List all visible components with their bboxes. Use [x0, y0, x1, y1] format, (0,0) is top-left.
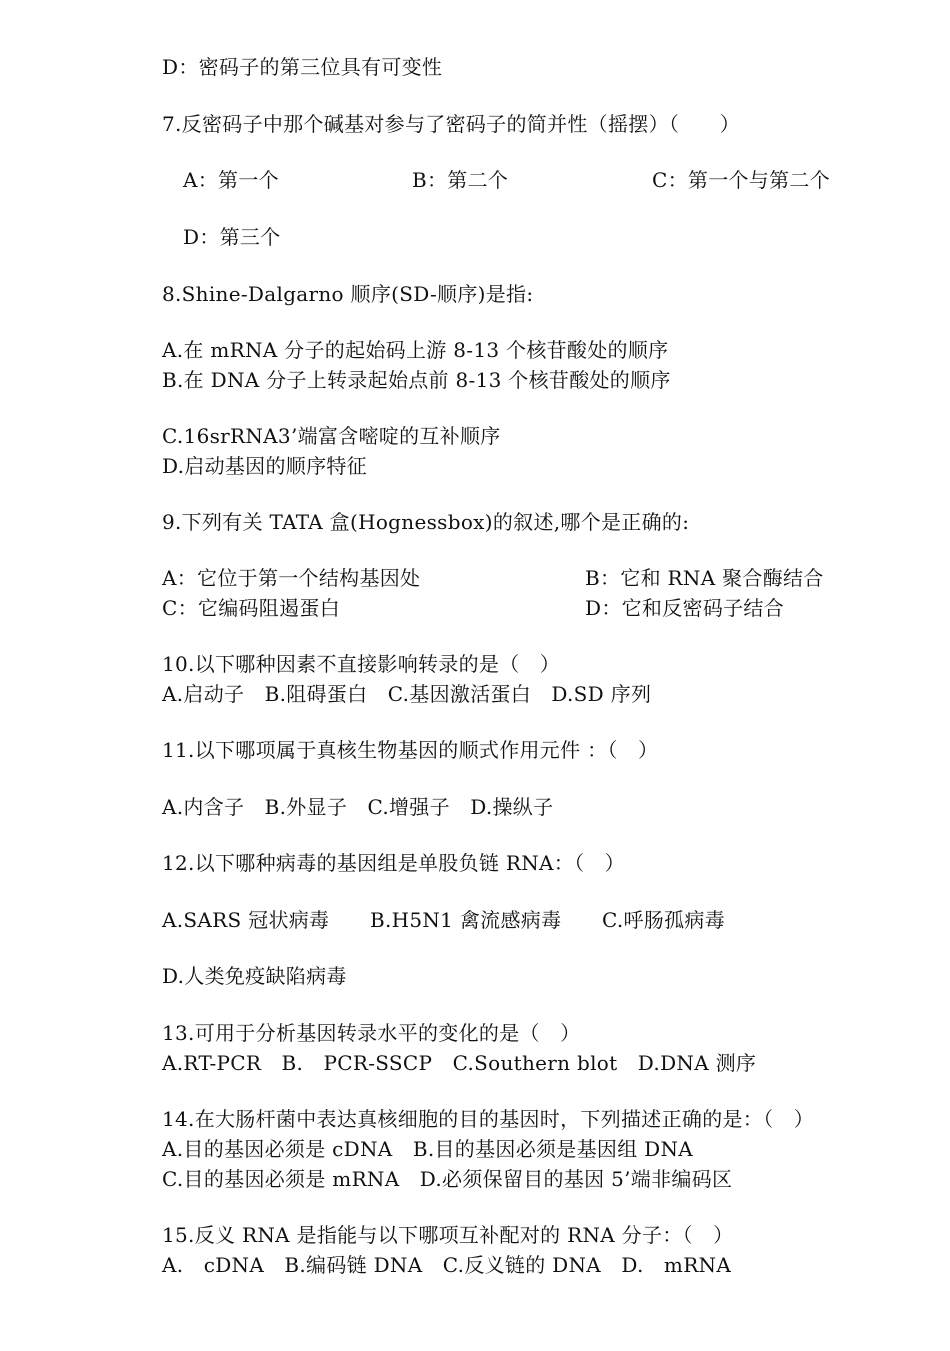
q10-options: A.启动子 B.阻碍蛋白 C.基因激活蛋白 D.SD 序列	[162, 682, 652, 706]
q11-options: A.内含子 B.外显子 C.增强子 D.操纵子	[162, 795, 554, 819]
q8-option-b: B.在 DNA 分子上转录起始点前 8-13 个核苷酸处的顺序	[162, 368, 671, 392]
q6-option-d: D：密码子的第三位具有可变性	[162, 55, 443, 79]
q13-options: A.RT-PCR B. PCR-SSCP C.Southern blot D.DNA 测序	[162, 1051, 757, 1075]
q7-option-c: C：第一个与第二个	[652, 168, 831, 192]
q12-option-d: D.人类免疫缺陷病毒	[162, 964, 347, 988]
q13-stem: 13.可用于分析基因转录水平的变化的是（ ）	[162, 1021, 581, 1045]
q9-option-d: D：它和反密码子结合	[585, 596, 785, 620]
q14-stem: 14.在大肠杆菌中表达真核细胞的目的基因时，下列描述正确的是：（ ）	[162, 1107, 815, 1131]
q7-option-b: B：第二个	[412, 168, 509, 192]
q9-stem: 9.下列有关 TATA 盒(Hognessbox)的叙述,哪个是正确的:	[162, 510, 690, 534]
q12-stem: 12.以下哪种病毒的基因组是单股负链 RNA：（ ）	[162, 851, 625, 875]
q10-stem: 10.以下哪种因素不直接影响转录的是（ ）	[162, 652, 561, 676]
q15-options: A. cDNA B.编码链 DNA C.反义链的 DNA D. mRNA	[162, 1253, 732, 1277]
q8-option-d: D.启动基因的顺序特征	[162, 454, 367, 478]
q7-stem: 7.反密码子中那个碱基对参与了密码子的简并性（摇摆）（ ）	[162, 112, 741, 136]
q9-option-c: C：它编码阻遏蛋白	[162, 596, 341, 620]
q14-options-cd: C.目的基因必须是 mRNA D.必须保留目的基因 5’端非编码区	[162, 1167, 733, 1191]
q7-option-d: D：第三个	[183, 225, 281, 249]
q8-stem: 8.Shine-Dalgarno 顺序(SD-顺序)是指:	[162, 282, 534, 306]
q8-option-c: C.16srRNA3’端富含嘧啶的互补顺序	[162, 424, 501, 448]
q9-option-a: A：它位于第一个结构基因处	[162, 566, 421, 590]
q14-options-ab: A.目的基因必须是 cDNA B.目的基因必须是基因组 DNA	[162, 1137, 694, 1161]
q15-stem: 15.反义 RNA 是指能与以下哪项互补配对的 RNA 分子：（ ）	[162, 1223, 734, 1247]
q8-option-a: A.在 mRNA 分子的起始码上游 8-13 个核苷酸处的顺序	[162, 338, 669, 362]
q9-option-b: B：它和 RNA 聚合酶结合	[585, 566, 824, 590]
q11-stem: 11.以下哪项属于真核生物基因的顺式作用元件 ：（ ）	[162, 738, 659, 762]
q12-options: A.SARS 冠状病毒 B.H5N1 禽流感病毒 C.呼肠孤病毒	[162, 908, 726, 932]
q7-option-a: A：第一个	[183, 168, 279, 192]
